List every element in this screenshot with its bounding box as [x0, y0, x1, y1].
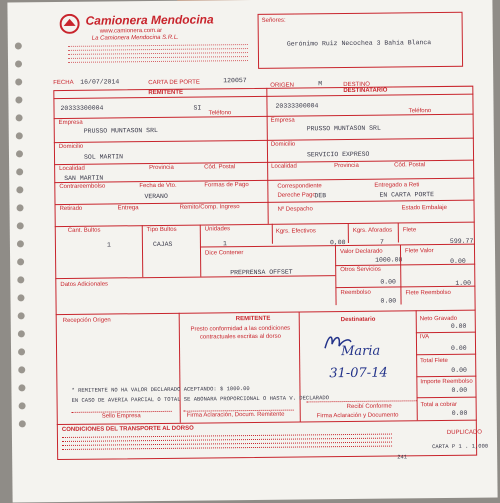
destinatario-domicilio: SERVICIO EXPRESO — [306, 150, 370, 159]
neto-value: 0.00 — [450, 322, 467, 330]
recibi-label: Recibí Conforme — [346, 403, 392, 411]
flete-reemb-value: 1.00 — [455, 279, 472, 287]
remitente-localidad: SAN MARTIN — [64, 174, 104, 182]
condiciones-title: CONDICIONES DEL TRANSPORTE AL DORSO — [61, 425, 194, 434]
reembolso-label: Reembolso — [340, 289, 371, 297]
remitente-company-label: Empresa — [58, 119, 83, 127]
destinatario-provincia-label: Provincia — [334, 162, 359, 170]
importe-label: Importe Reembolso — [420, 378, 473, 386]
company-url: www.camionera.com.ar — [99, 27, 163, 35]
fecha-value: 16/07/2014 — [80, 78, 120, 86]
neto-label: Neto Gravado — [419, 315, 458, 323]
remitente-cp-label: Cód. Postal — [204, 164, 236, 171]
destinatario-title: DESTINATARIO — [343, 87, 388, 95]
remito-label: Remito/Comp. Ingreso — [179, 204, 240, 211]
remitente-domicilio-label: Domicilio — [58, 143, 84, 151]
aforados-value: 7 — [379, 238, 384, 246]
fecha-label: FECHA — [53, 79, 74, 87]
reception-remitente-title: REMITENTE — [235, 315, 271, 323]
carta-value: 120057 — [223, 77, 247, 85]
tipo-value: CAJAS — [152, 240, 173, 249]
iva-value: 0.00 — [451, 344, 467, 352]
remitente-telefono-label: Teléfono — [208, 110, 232, 117]
firma-remitente-label: Firma Aclaración, Docum. Remitente — [186, 411, 285, 419]
unidades-label: Unidades — [204, 226, 231, 233]
waybill-form — [7, 0, 497, 503]
valor-decl-label: Valor Declarado — [339, 248, 383, 256]
remitente-company: PRUSSO MUNTASON SRL — [83, 126, 158, 135]
estado-label: Estado Embalaje — [401, 204, 447, 212]
contenido-value: PREPRENSA OFFSET — [230, 268, 293, 277]
sello-label: Sello Empresa — [101, 413, 141, 420]
total-cobrar-value: 0.00 — [451, 409, 468, 417]
condiciones-fine-print — [62, 432, 392, 457]
total-flete-label: Total Flete — [420, 357, 448, 365]
remitente-localidad-label: Localidad — [59, 165, 85, 173]
copy-ref: CARTA P 1 . 1,000 — [432, 442, 489, 451]
remitente-title: REMITENTE — [148, 89, 184, 97]
company-name: Camionera Mendocina — [85, 12, 214, 28]
formas-pago-label: Formas de Pago — [204, 182, 249, 189]
flete-valor-value: 0.00 — [450, 257, 466, 265]
valor-decl-value: 1000.00 — [375, 256, 403, 264]
valor-note-2: EN CASO DE AVERIA PARCIAL O TOTAL SE ABONARA PROPORCIONAL O HASTA V. DECLARADO — [71, 394, 330, 404]
remitente-domicilio: SOL MARTIN — [83, 153, 124, 161]
company-logo-icon — [60, 14, 80, 34]
destinatario-telefono-label: Teléfono — [408, 108, 432, 115]
destino-label: DESTINO — [343, 81, 370, 89]
aforados-label: Kgrs. Aforados — [352, 227, 393, 234]
importe-value: 0.00 — [451, 386, 468, 394]
flete-value: 599.77 — [449, 237, 474, 245]
bultos-label: Cant. Bultos — [67, 227, 101, 234]
otros-label: Otros Servicios — [340, 266, 381, 274]
pagina-ref: 241 — [397, 453, 408, 461]
destinatario-localidad-label: Localidad — [271, 163, 297, 170]
flete-valor-label: Flete Valor — [404, 248, 434, 255]
destinatario-company: PRUSSO MUNTASON SRL — [306, 124, 381, 133]
origen-label: ORIGEN — [270, 82, 294, 89]
despacho-label: Nº Despacho — [277, 206, 313, 213]
recipient-value: Gerónimo Ruiz Necochea 3 Bahía Blanca — [286, 39, 432, 48]
destinatario-code: 20333300004 — [275, 102, 319, 110]
remitente-code: 20333300004 — [60, 104, 104, 113]
entregado-label: Entregado a Reti — [374, 182, 420, 189]
signature-date: 31-07-14 — [329, 365, 388, 382]
pago-label: Dereche Pago — [277, 192, 316, 199]
reembolso-value: 0.00 — [380, 297, 397, 305]
recibi-sub-label: Firma Aclaración y Documento — [316, 412, 399, 420]
reception-destinatario-title: Destinatario — [340, 316, 376, 324]
bultos-value: 1 — [106, 241, 111, 249]
retirado-label: Retirado — [59, 205, 83, 213]
copy-label: DUPLICADO — [446, 429, 482, 436]
total-cobrar-label: Total a cobrar — [420, 401, 458, 409]
remitente-provincia-label: Provincia — [149, 164, 174, 172]
kg-value: 0,00 — [329, 239, 346, 247]
kg-label: Kgrs. Efectivos — [275, 228, 316, 235]
entrega-label: Entrega — [117, 205, 139, 212]
pago-value: DEB — [314, 192, 327, 200]
destinatario-domicilio-label: Domicilio — [270, 141, 296, 148]
fecha-vto-label: Fecha de Vto. — [139, 182, 177, 190]
recepcion-origen-label: Recepción Origen — [62, 317, 111, 324]
correspondiente-label: Correspondiente — [277, 183, 322, 190]
tractor-feed-holes — [12, 42, 31, 482]
flete-reemb-label: Flete Reembolso — [405, 289, 451, 297]
company-address-block — [68, 42, 248, 74]
flete-label: Flete — [402, 227, 417, 234]
destinatario-cp-label: Cód. Postal — [394, 162, 426, 169]
recipient-label: Señores: — [261, 17, 286, 24]
fecha-vto-value: VERANO — [144, 192, 168, 201]
iva-label: IVA — [419, 334, 430, 341]
datos-label: Datos Adicionales — [60, 281, 109, 289]
carta-label: CARTA DE PORTE — [148, 79, 200, 87]
valor-note-1: * REMITENTE NO HA VALOR DECLARADO ACEPTANDO: $ 1000.00 — [71, 385, 250, 394]
company-subtitle: La Camionera Mendocina S.R.L. — [91, 34, 179, 42]
contenido-label: Dice Contener — [205, 250, 244, 257]
tipo-label: Tipo Bultos — [146, 226, 177, 234]
destinatario-company-label: Empresa — [270, 117, 295, 124]
contrarembolso-label: Contrareembolso — [59, 183, 106, 191]
conformidad-text: Presto conformidad a las condiciones contractuales escritas al dorso — [190, 325, 291, 341]
recipient-box — [258, 12, 464, 69]
total-flete-value: 0.00 — [451, 366, 467, 374]
origen-value: M — [318, 80, 323, 88]
unidades-value: 1 — [222, 240, 227, 248]
signature-name: Maria — [340, 343, 381, 360]
entregado-value: EN CARTA PORTE — [379, 191, 435, 199]
remitente-iva: SI — [193, 104, 202, 112]
otros-value: 0.00 — [380, 278, 396, 286]
